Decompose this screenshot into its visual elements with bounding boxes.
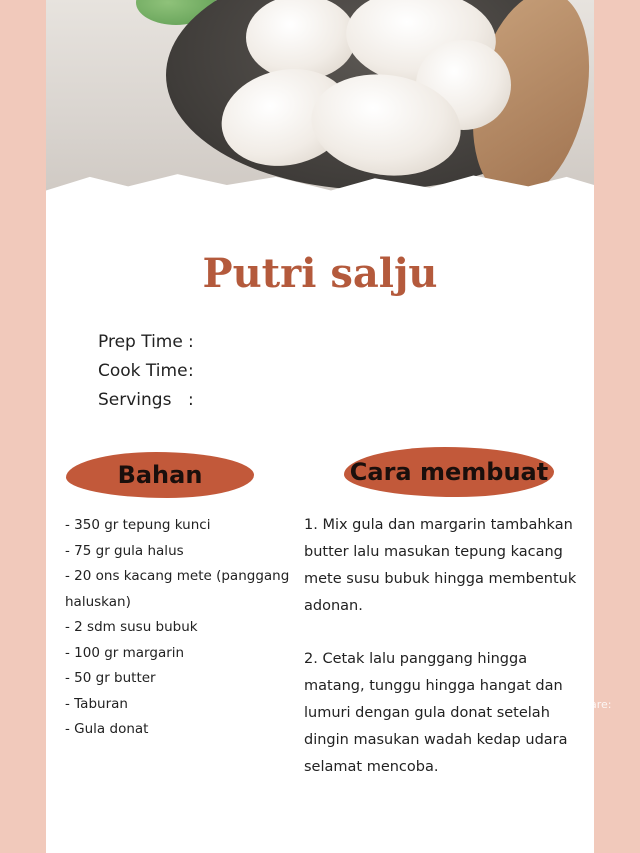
prep-time-row: [98, 328, 218, 357]
recipe-meta: [98, 328, 218, 415]
recipe-photo: [46, 0, 594, 200]
servings-label: Servings: [98, 390, 172, 410]
step-item: 2. Cetak lalu panggang hingga matang, tunggu hingga hangat dan lumuri dengan gula donat setelah dingin masukan wadah kedap udara selamat mencoba.: [304, 651, 568, 775]
steps-list: [304, 512, 579, 807]
servings-colon: :: [188, 390, 194, 410]
list-item: - Gula donat: [65, 721, 149, 737]
steps-heading: Cara membuat: [344, 447, 554, 497]
edge-text: are:: [590, 698, 612, 711]
prep-time-colon: :: [188, 332, 194, 352]
prep-time-label: Prep Time: [98, 332, 183, 352]
servings-row: [98, 386, 218, 415]
recipe-title: Putri salju: [202, 250, 438, 297]
list-item: - 20 ons kacang mete (panggang haluskan): [65, 568, 290, 610]
cook-time-colon: :: [188, 361, 194, 381]
ingredients-list: [65, 513, 300, 743]
step-item: 1. Mix gula dan margarin tambahkan butter lalu masukan tepung kacang mete susu bubuk hingga membentuk adonan.: [304, 517, 577, 614]
list-item: - 75 gr gula halus: [65, 542, 184, 559]
cook-time-row: [98, 357, 218, 386]
list-item: - 2 sdm susu bubuk: [65, 619, 198, 635]
ingredients-heading: Bahan: [66, 452, 254, 498]
list-item: - 100 gr margarin: [65, 644, 185, 661]
list-item: - 50 gr butter: [65, 670, 156, 686]
cook-time-label: Cook Time: [98, 361, 188, 381]
list-item: - Taburan: [65, 695, 128, 712]
list-item: - 350 gr tepung kunci: [65, 517, 211, 533]
